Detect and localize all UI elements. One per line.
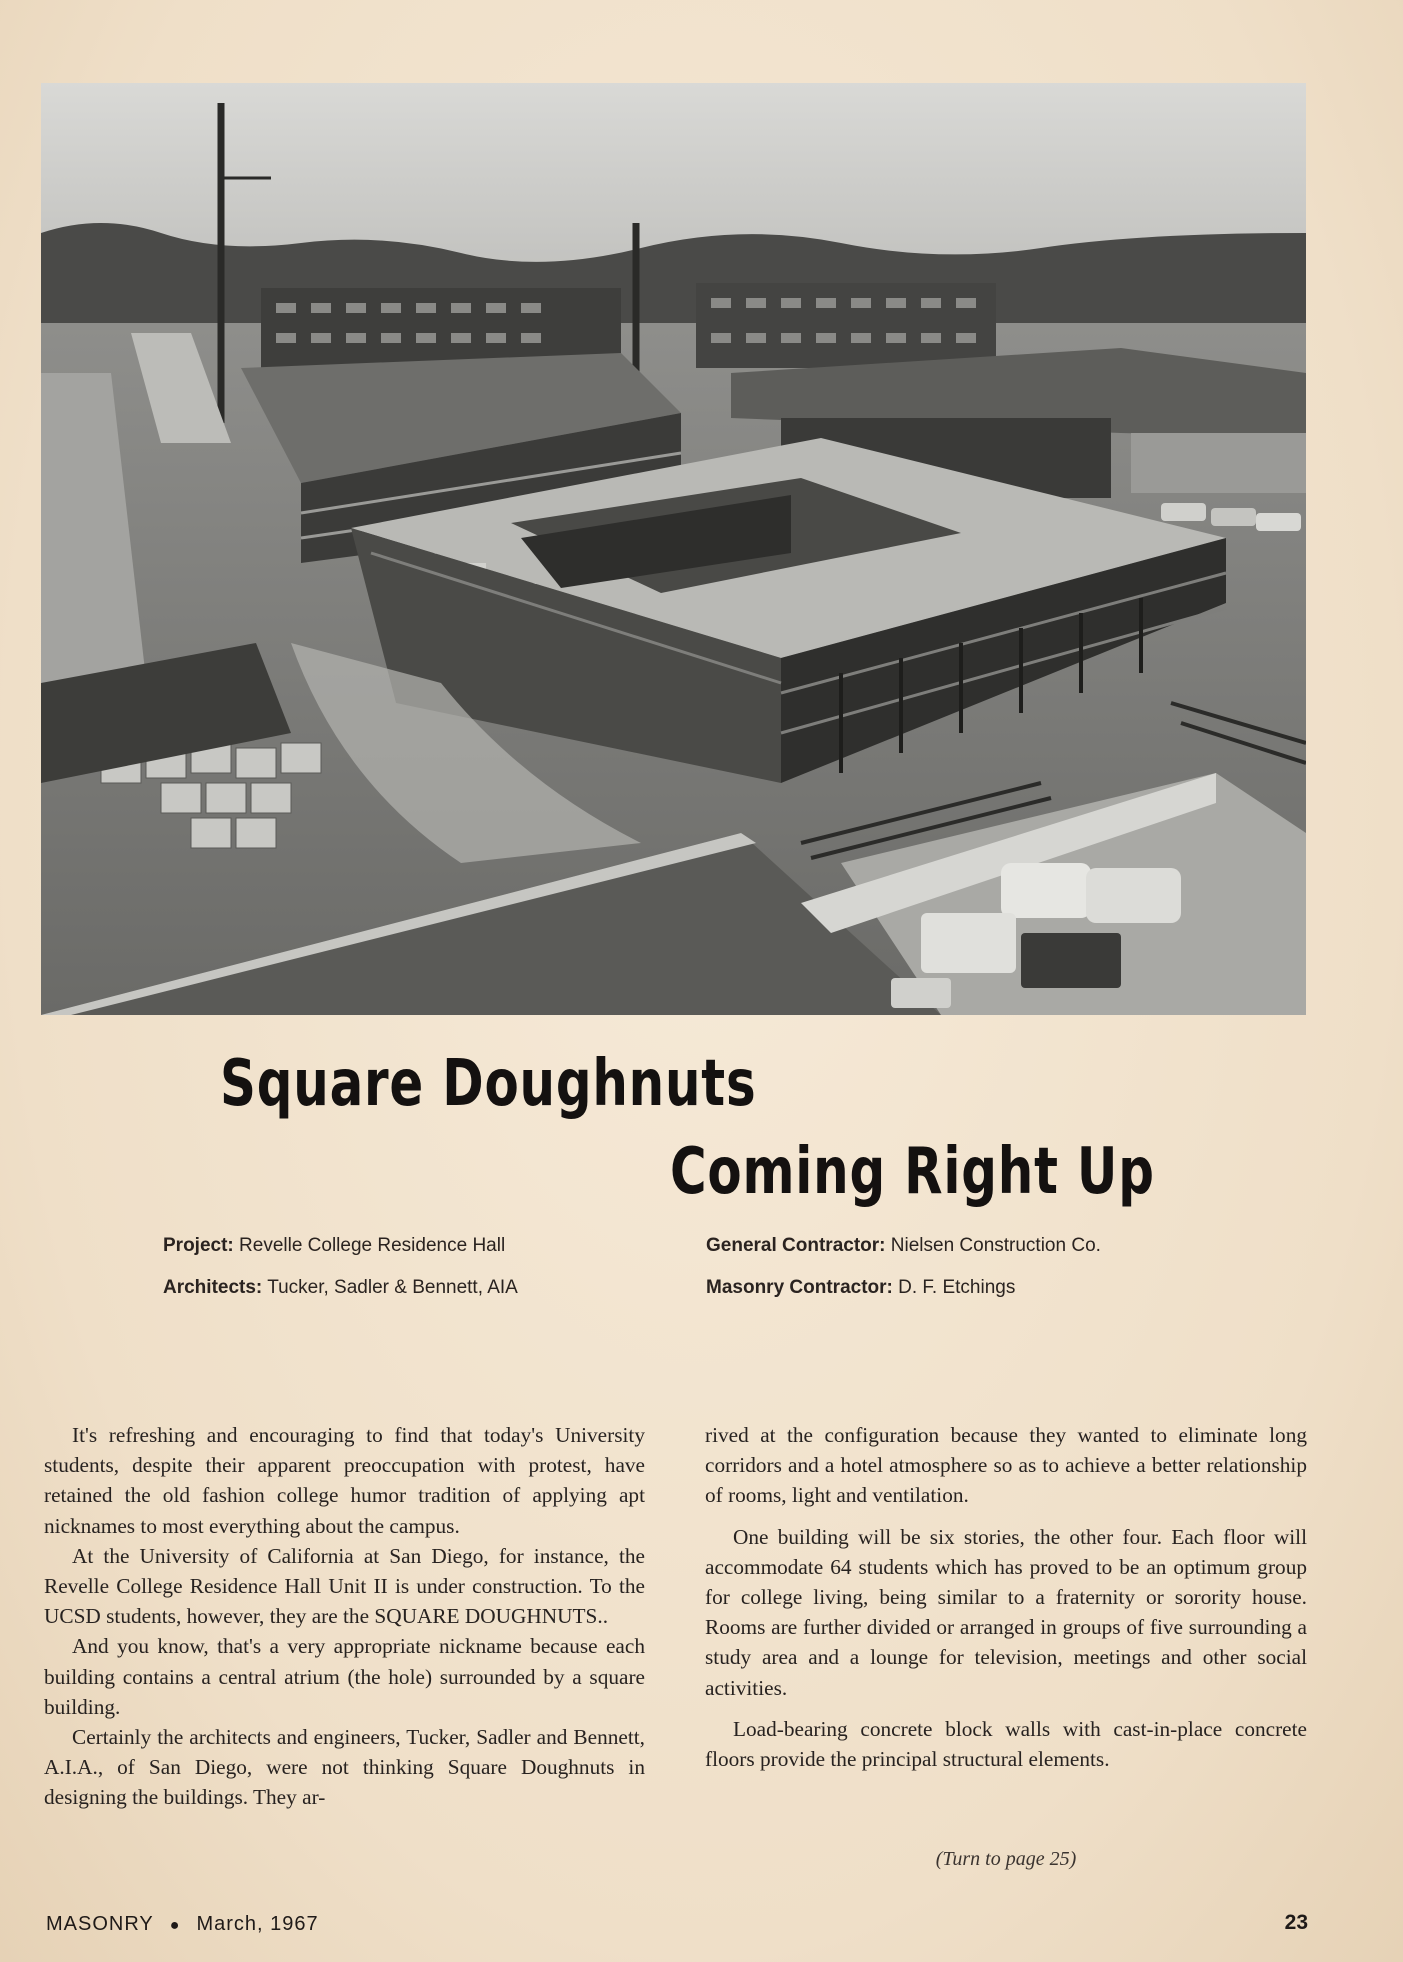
credit-label: Masonry Contractor: (706, 1277, 893, 1298)
article-paragraph: And you know, that's a very appropriate nickname because each building contains a central atrium (the hole) surrounded by a square building. (44, 1634, 645, 1719)
bullet-icon: ● (169, 1917, 181, 1934)
page-number: 23 (1284, 1911, 1308, 1934)
headline-line-1: Square Doughnuts (220, 1047, 757, 1121)
credit-architects (163, 1277, 518, 1319)
credit-masonry-contractor (706, 1277, 1101, 1319)
credits-right (706, 1235, 1101, 1319)
credit-value: D. F. Etchings (898, 1277, 1016, 1298)
credit-label: General Contractor: (706, 1235, 886, 1256)
article-column-right (705, 1420, 1307, 1774)
construction-site-photo (41, 83, 1306, 1015)
credit-label: Project: (163, 1235, 234, 1256)
page-footer (46, 1913, 319, 1936)
article-paragraph: One building will be six stories, the other four. Each floor will accommodate 64 students which has proved to be an optimum group for college living, being similar to a fraternity or sorority house. Rooms are further divided or arranged in groups of five surrounding a study area and a lounge for television, meetings and other social activities. (705, 1524, 1307, 1700)
headline-line-2: Coming Right Up (670, 1135, 1155, 1209)
credit-value: Revelle College Residence Hall (239, 1235, 506, 1256)
article-column-left (44, 1420, 645, 1813)
article-paragraph: Certainly the architects and engineers, Tucker, Sadler and Bennett, A.I.A., of San Diego, were not thinking Square Doughnuts in designing the buildings. They ar- (44, 1725, 645, 1810)
credit-value: Tucker, Sadler & Bennett, AIA (267, 1277, 518, 1298)
credit-project (163, 1235, 518, 1277)
credit-label: Architects: (163, 1277, 263, 1298)
credit-value: Nielsen Construction Co. (890, 1235, 1101, 1256)
issue-date: March, 1967 (196, 1913, 319, 1935)
article-paragraph: It's refreshing and encouraging to find that today's University students, despite their apparent preoccupation with protest, have retained the old fashion college humor tradition of applying apt nicknames to most everything about the campus. (44, 1423, 645, 1538)
credit-general-contractor (706, 1235, 1101, 1277)
article-paragraph: At the University of California at San Diego, for instance, the Revelle College Residence Hall Unit II is under construction. To the UCSD students, however, they are the SQUARE DOUGHNUTS.. (44, 1543, 645, 1629)
continued-note: (Turn to page 25) (935, 1848, 1077, 1870)
article-paragraph: rived at the configuration because they wanted to eliminate long corridors and a hotel atmosphere so as to achieve a better relationship of rooms, light and ventilation. (705, 1423, 1307, 1508)
article-paragraph: Load-bearing concrete block walls with cast-in-place concrete floors provide the principal structural elements. (705, 1716, 1307, 1772)
magazine-name: MASONRY (46, 1913, 154, 1935)
credits-left (163, 1235, 518, 1319)
